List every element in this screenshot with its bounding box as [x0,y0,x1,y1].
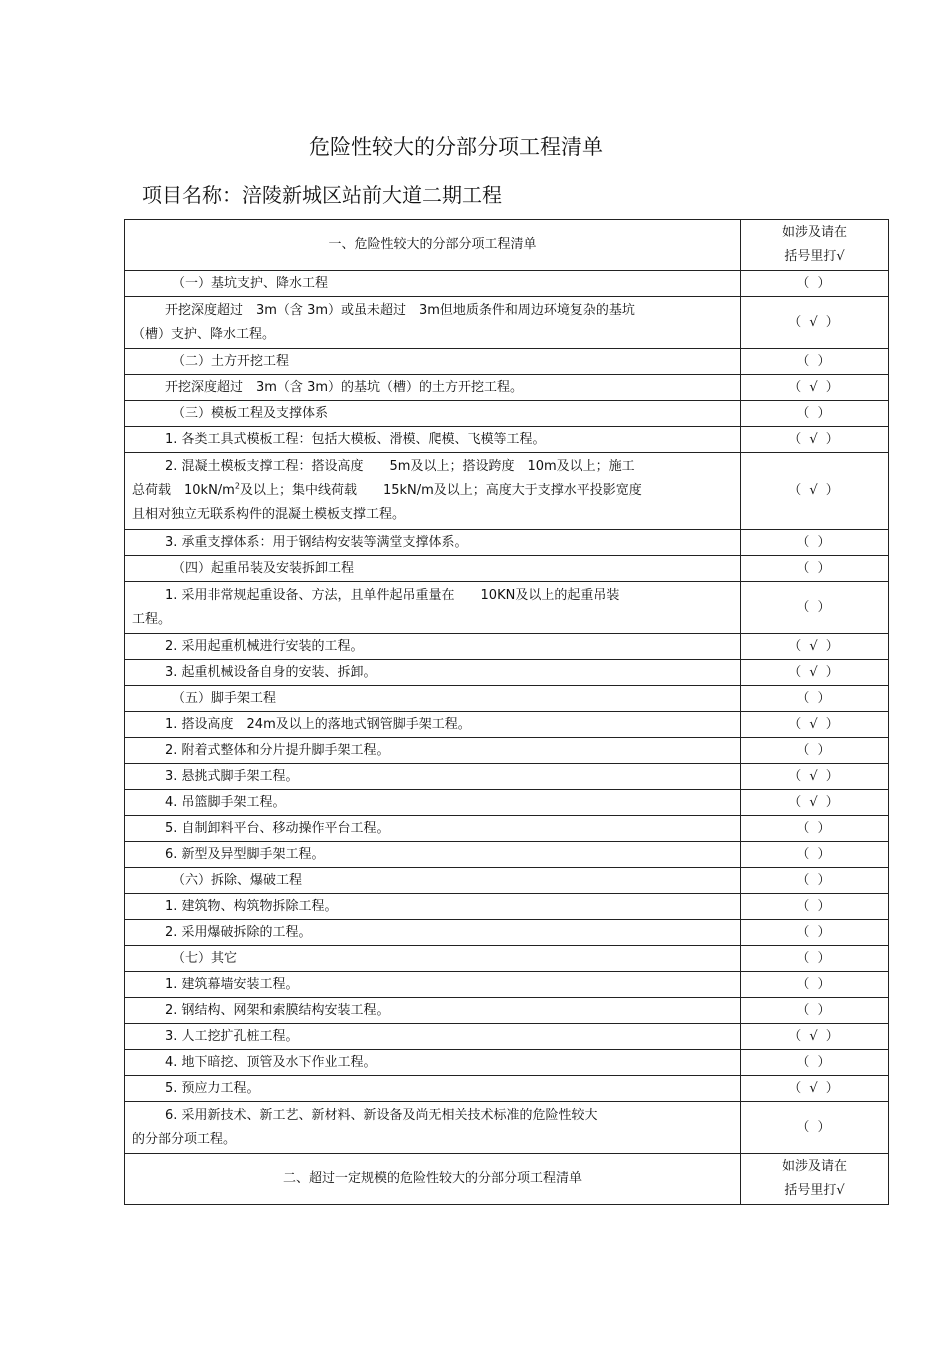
check-mark: （ ） [741,530,889,556]
mark-header-line1: 如涉及请在 [781,225,847,240]
hazard-checklist-table [124,219,889,1205]
section2-header-row [125,1154,889,1205]
table-row [125,894,889,920]
category-label: （一）基坑支护、降水工程 [125,271,741,297]
table-row [125,1050,889,1076]
item-text: 2. 采用爆破拆除的工程。 [125,920,741,946]
table-row [125,401,889,427]
item-text: 5. 自制卸料平台、移动操作平台工程。 [125,816,741,842]
section1-header-row [125,220,889,271]
table-row [125,582,889,634]
item-text [125,453,741,530]
item-text [125,582,741,634]
item-text [125,1102,741,1154]
item-text: 2. 采用起重机械进行安装的工程。 [125,634,741,660]
item-line1: 6. 采用新技术、新工艺、新材料、新设备及尚无相关技术标准的危险性较大 [165,1107,598,1123]
table-row [125,660,889,686]
item-text: 3. 悬挑式脚手架工程。 [125,764,741,790]
check-mark: （ ） [741,1102,889,1154]
check-mark: （ ） [741,349,889,375]
table-row [125,842,889,868]
check-mark: （ √ ） [741,1024,889,1050]
item-line3: 且相对独立无联系构件的混凝土模板支撑工程。 [132,507,406,522]
check-mark: （ √ ） [741,375,889,401]
item-text: 4. 吊篮脚手架工程。 [125,790,741,816]
check-mark: （ ） [741,1050,889,1076]
mark-column-header [741,1154,889,1205]
item-text: 2. 钢结构、网架和索膜结构安装工程。 [125,998,741,1024]
table-row [125,375,889,401]
table-row [125,1024,889,1050]
check-mark: （ √ ） [741,1076,889,1102]
item-text [125,297,741,349]
document-title: 危险性较大的分部分项工程清单 [309,135,603,159]
item-text: 2. 附着式整体和分片提升脚手架工程。 [125,738,741,764]
check-mark: （ √ ） [741,427,889,453]
item-line2 [132,479,734,503]
item-text: 1. 建筑物、构筑物拆除工程。 [125,894,741,920]
table-row [125,816,889,842]
check-mark: （ ） [741,868,889,894]
item-line2: 的分部分项工程。 [132,1131,237,1147]
item-line1: 2. 混凝土模板支撑工程：搭设高度 5m及以上；搭设跨度 10m及以上；施工 [165,459,635,474]
item-line2: （槽）支护、降水工程。 [132,326,276,342]
item-line1: 1. 采用非常规起重设备、方法，且单件起吊重量在 10KN及以上的起重吊装 [165,587,620,603]
item-text: 3. 承重支撑体系：用于钢结构安装等满堂支撑体系。 [125,530,741,556]
item-text: 6. 新型及异型脚手架工程。 [125,842,741,868]
item-text: 5. 预应力工程。 [125,1076,741,1102]
item-text: 1. 建筑幕墙安装工程。 [125,972,741,998]
section2-header: 二、超过一定规模的危险性较大的分部分项工程清单 [125,1154,741,1205]
table-row [125,686,889,712]
section1-header: 一、危险性较大的分部分项工程清单 [125,220,741,271]
table-row [125,297,889,349]
check-mark: （ ） [741,401,889,427]
check-mark: （ ） [741,998,889,1024]
item-text: 开挖深度超过 3m（含 3m）的基坑（槽）的土方开挖工程。 [125,375,741,401]
check-mark: （ ） [741,946,889,972]
item-text: 4. 地下暗挖、顶管及水下作业工程。 [125,1050,741,1076]
check-mark: （ ） [741,271,889,297]
table-row [125,738,889,764]
table-row [125,453,889,530]
table-row [125,868,889,894]
table-row [125,530,889,556]
project-name: 项目名称：涪陵新城区站前大道二期工程 [142,183,502,207]
check-mark: （ ） [741,894,889,920]
mark-header-line1: 如涉及请在 [781,1159,847,1174]
category-label: （三）模板工程及支撑体系 [125,401,741,427]
category-label: （四）起重吊装及安装拆卸工程 [125,556,741,582]
check-mark: （ √ ） [741,660,889,686]
table-row [125,998,889,1024]
check-mark: （ √ ） [741,712,889,738]
category-label: （五）脚手架工程 [125,686,741,712]
table-row [125,764,889,790]
category-label: （七）其它 [125,946,741,972]
item-text: 3. 起重机械设备自身的安装、拆卸。 [125,660,741,686]
item-line2: 工程。 [132,611,172,627]
item-text: 1. 搭设高度 24m及以上的落地式钢管脚手架工程。 [125,712,741,738]
table-row [125,634,889,660]
check-mark: （ √ ） [741,297,889,349]
item-text: 1. 各类工具式模板工程：包括大模板、滑模、爬模、飞模等工程。 [125,427,741,453]
check-mark: （ ） [741,686,889,712]
check-mark: （ ） [741,582,889,634]
check-mark: （ ） [741,738,889,764]
table-row [125,790,889,816]
table-row [125,556,889,582]
table-row [125,712,889,738]
check-mark: （ ） [741,972,889,998]
check-mark: （ √ ） [741,634,889,660]
item-text: 3. 人工挖扩孔桩工程。 [125,1024,741,1050]
check-mark: （ √ ） [741,453,889,530]
mark-column-header [741,220,889,271]
check-mark: （ ） [741,920,889,946]
mark-header-line2: 括号里打√ [784,249,845,264]
check-mark: （ ） [741,816,889,842]
category-label: （六）拆除、爆破工程 [125,868,741,894]
table-row [125,920,889,946]
table-row [125,271,889,297]
table-row [125,1076,889,1102]
item-line1: 开挖深度超过 3m（含 3m）或虽未超过 3m但地质条件和周边环境复杂的基坑 [165,302,635,318]
check-mark: （ ） [741,556,889,582]
table-row [125,972,889,998]
item-line2-part2: 及以上；集中线荷载 15kN/m及以上；高度大于支撑水平投影宽度 [239,483,642,498]
check-mark: （ √ ） [741,764,889,790]
mark-header-line2: 括号里打√ [784,1183,845,1198]
check-mark: （ √ ） [741,790,889,816]
table-row [125,427,889,453]
item-line2-part1: 总荷载 10kN/m [132,483,235,498]
category-label: （二）土方开挖工程 [125,349,741,375]
table-row [125,349,889,375]
check-mark: （ ） [741,842,889,868]
table-row [125,946,889,972]
table-row [125,1102,889,1154]
superscript: 2 [234,481,240,491]
